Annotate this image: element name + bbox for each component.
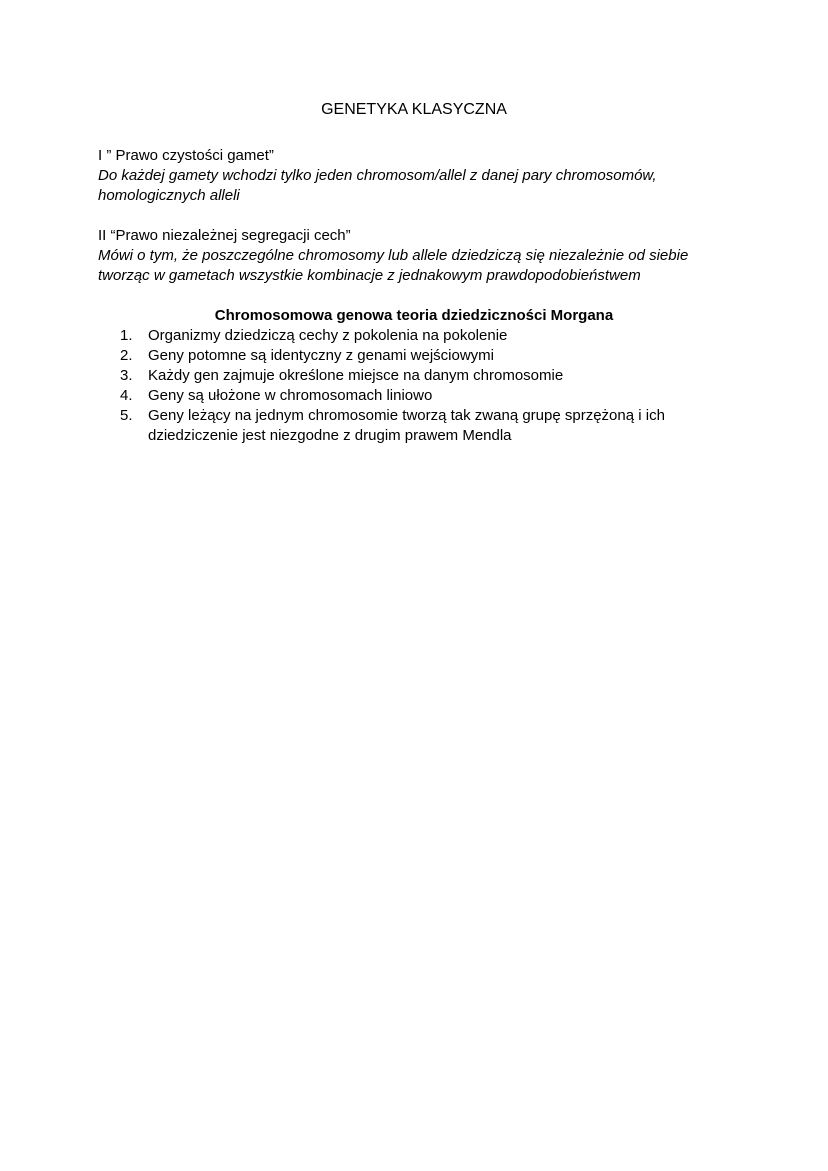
list-item-text: Geny potomne są identyczny z genami wejściowymi — [148, 347, 494, 364]
law-second-heading: II “Prawo niezależnej segregacji cech” — [98, 227, 351, 244]
law-first-heading: I ” Prawo czystości gamet” — [98, 147, 274, 164]
list-item-text: Każdy gen zajmuje określone miejsce na danym chromosomie — [148, 367, 564, 384]
list-item-number: 4. — [120, 387, 133, 404]
list-item-text: Organizmy dziedziczą cechy z pokolenia na pokolenie — [148, 327, 508, 344]
list-item — [120, 346, 700, 366]
morgan-theory-title: Chromosomowa genowa teoria dziedziczności Morgana — [214, 307, 614, 324]
list-item — [120, 326, 700, 346]
list-item-number: 2. — [120, 347, 133, 364]
list-item-number: 3. — [120, 367, 133, 384]
list-item-number: 1. — [120, 327, 133, 344]
law-second — [98, 226, 738, 286]
law-first-text: Do każdej gamety wchodzi tylko jeden chromosom/allel z danej pary chromosomów, homologicznych alleli — [98, 167, 657, 204]
list-item — [120, 386, 700, 406]
list-item-number: 5. — [120, 407, 133, 424]
document-title: GENETYKA KLASYCZNA — [321, 101, 507, 118]
list-item — [120, 406, 700, 446]
law-second-text: Mówi o tym, że poszczególne chromosomy lub allele dziedziczą się niezależnie od siebie tworząc w gametach wszystkie kombinacje z jednakowym prawdopodobieństwem — [98, 247, 689, 284]
morgan-theory-list — [120, 326, 700, 446]
list-item-text: Geny leżący na jednym chromosomie tworzą tak zwaną grupę sprzężoną i ich dziedziczenie jest niezgodne z drugim prawem Mendla — [148, 407, 665, 444]
list-item-text: Geny są ułożone w chromosomach liniowo — [148, 387, 433, 404]
law-first — [98, 146, 738, 206]
list-item — [120, 366, 700, 386]
